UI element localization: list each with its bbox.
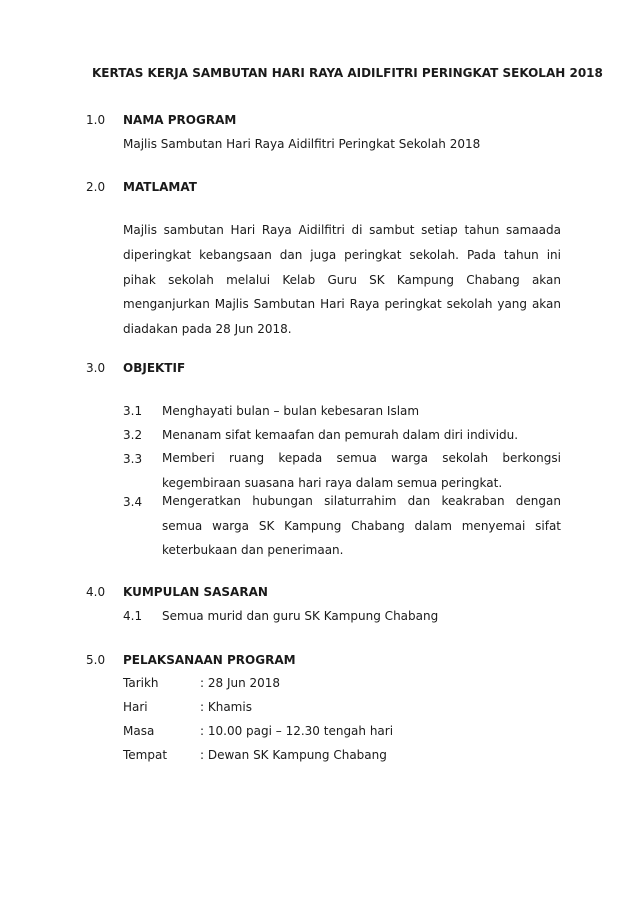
detail-label: Tarikh bbox=[123, 676, 159, 690]
detail-value: : Khamis bbox=[200, 700, 252, 714]
objective-text: Memberi ruang kepada semua warga sekolah berkongsi kegembiraan suasana hari raya dalam semua peringkat. bbox=[162, 451, 561, 490]
objective-number: 3.2 bbox=[123, 428, 143, 442]
detail-label: Tempat bbox=[123, 748, 168, 762]
objective-number: 3.4 bbox=[123, 495, 143, 509]
section-heading: MATLAMAT bbox=[123, 180, 197, 194]
detail-label: Masa bbox=[123, 724, 155, 738]
objective-text: Menanam sifat kemaafan dan pemurah dalam diri individu. bbox=[162, 428, 519, 442]
section-text: Majlis Sambutan Hari Raya Aidilfitri Peringkat Sekolah 2018 bbox=[123, 137, 481, 151]
section-heading: PELAKSANAAN PROGRAM bbox=[123, 653, 296, 667]
section-number: 1.0 bbox=[86, 113, 106, 127]
target-number: 4.1 bbox=[123, 609, 143, 623]
detail-label: Hari bbox=[123, 700, 148, 714]
objective-number: 3.3 bbox=[123, 452, 143, 466]
section-paragraph: Majlis sambutan Hari Raya Aidilfitri di sambut setiap tahun samaada diperingkat kebangsaan dan juga peringkat sekolah. Pada tahun ini pihak sekolah melalui Kelab Guru SK Kampung Chabang akan menganjurkan Majlis Sambutan Hari Raya peringkat sekolah yang akan diadakan pada 28 Jun 2018. bbox=[123, 223, 561, 337]
section-number: 5.0 bbox=[86, 653, 106, 667]
section-number: 3.0 bbox=[86, 361, 106, 375]
detail-value: : 10.00 pagi – 12.30 tengah hari bbox=[200, 724, 394, 738]
section-number: 2.0 bbox=[86, 180, 106, 194]
section-heading: OBJEKTIF bbox=[123, 361, 186, 375]
detail-value: : 28 Jun 2018 bbox=[200, 676, 281, 690]
section-heading: KUMPULAN SASARAN bbox=[123, 585, 268, 599]
section-heading: NAMA PROGRAM bbox=[123, 113, 237, 127]
objective-text: Menghayati bulan – bulan kebesaran Islam bbox=[162, 404, 420, 418]
detail-value: : Dewan SK Kampung Chabang bbox=[200, 748, 387, 762]
objective-number: 3.1 bbox=[123, 404, 143, 418]
document-title: KERTAS KERJA SAMBUTAN HARI RAYA AIDILFITRI PERINGKAT SEKOLAH 2018 bbox=[92, 66, 603, 80]
objective-text: Mengeratkan hubungan silaturrahim dan keakraban dengan semua warga SK Kampung Chabang dalam menyemai sifat keterbukaan dan penerimaan. bbox=[162, 494, 561, 557]
section-number: 4.0 bbox=[86, 585, 106, 599]
target-text: Semua murid dan guru SK Kampung Chabang bbox=[162, 609, 439, 623]
